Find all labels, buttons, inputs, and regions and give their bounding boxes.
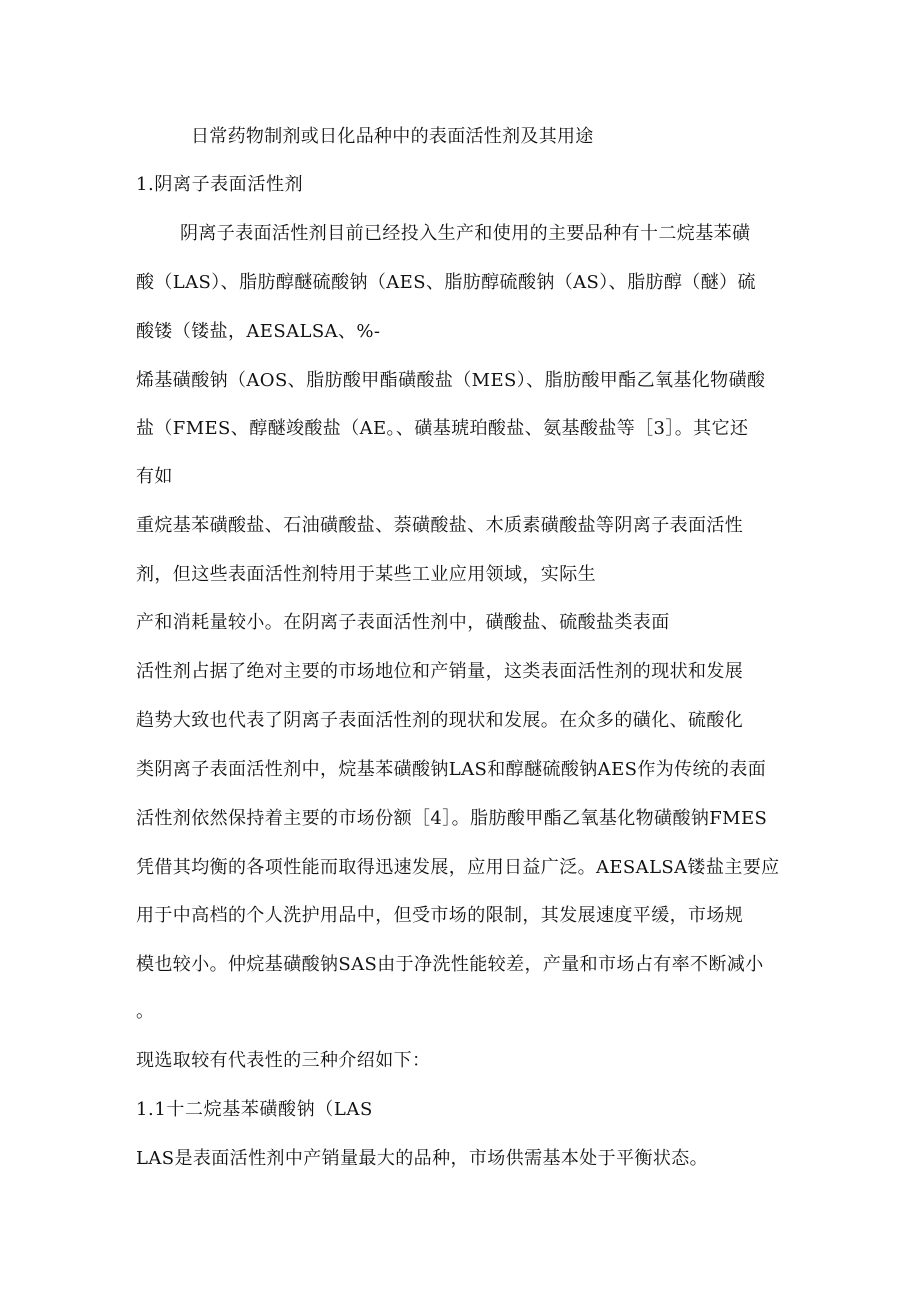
section-heading-1: 1.阴离子表面活性剂 — [136, 174, 304, 195]
paragraph-1-line-13: 活性剂依然保持着主要的市场份额［4］。脂肪酸甲酯乙氧基化物磺酸钠FMES — [136, 808, 768, 829]
paragraph-1-line-10: 活性剂占据了绝对主要的市场地位和产销量，这类表面活性剂的现状和发展 — [136, 661, 744, 682]
paragraph-1-line-2: 酸（LAS）、脂肪醇醚硫酸钠（AES、脂肪醇硫酸钠（AS）、脂肪醇（醚）硫 — [136, 272, 756, 293]
document-title: 日常药物制剂或日化品种中的表面活性剂及其用途 — [191, 126, 594, 147]
paragraph-1-line-17: 。 — [136, 1001, 155, 1022]
paragraph-1-line-8: 剂，但这些表面活性剂特用于某些工业应用领域，实际生 — [136, 564, 596, 585]
paragraph-1-line-5: 盐（FMES、醇醚竣酸盐（AE。、磺基琥珀酸盐、氨基酸盐等［3］。其它还 — [136, 418, 749, 439]
paragraph-1-line-3: 酸镂（镂盐，AESALSA、%- — [136, 321, 381, 342]
section-heading-1-1: 1.1十二烷基苯磺酸钠（LAS — [136, 1099, 373, 1120]
paragraph-1-line-4: 烯基磺酸钠（AOS、脂肪酸甲酯磺酸盐（MES）、脂肪酸甲酯乙氧基化物磺酸 — [136, 370, 766, 391]
paragraph-2-line-1: LAS是表面活性剂中产销量最大的品种，市场供需基本处于平衡状态。 — [136, 1148, 709, 1169]
paragraph-1-line-7: 重烷基苯磺酸盐、石油磺酸盐、萘磺酸盐、木质素磺酸盐等阴离子表面活性 — [136, 515, 744, 536]
paragraph-1-line-1: 阴离子表面活性剂目前已经投入生产和使用的主要品种有十二烷基苯磺 — [180, 223, 751, 244]
paragraph-1-line-12: 类阴离子表面活性剂中，烷基苯磺酸钠LAS和醇醚硫酸钠AES作为传统的表面 — [136, 759, 767, 780]
paragraph-1-line-14: 凭借其均衡的各项性能而取得迅速发展，应用日益广泛。AESALSA镂盐主要应 — [136, 857, 780, 878]
paragraph-1-line-15: 用于中高档的个人洗护用品中，但受市场的限制，其发展速度平缓，市场规 — [136, 905, 744, 926]
intro-line: 现选取较有代表性的三种介绍如下： — [136, 1050, 431, 1071]
paragraph-1-line-6: 有如 — [136, 466, 173, 487]
paragraph-1-line-16: 模也较小。仲烷基磺酸钠SAS由于净洗性能较差，产量和市场占有率不断减小 — [136, 954, 764, 975]
paragraph-1-line-11: 趋势大致也代表了阴离子表面活性剂的现状和发展。在众多的磺化、硫酸化 — [136, 710, 744, 731]
paragraph-1-line-9: 产和消耗量较小。在阴离子表面活性剂中，磺酸盐、硫酸盐类表面 — [136, 612, 670, 633]
